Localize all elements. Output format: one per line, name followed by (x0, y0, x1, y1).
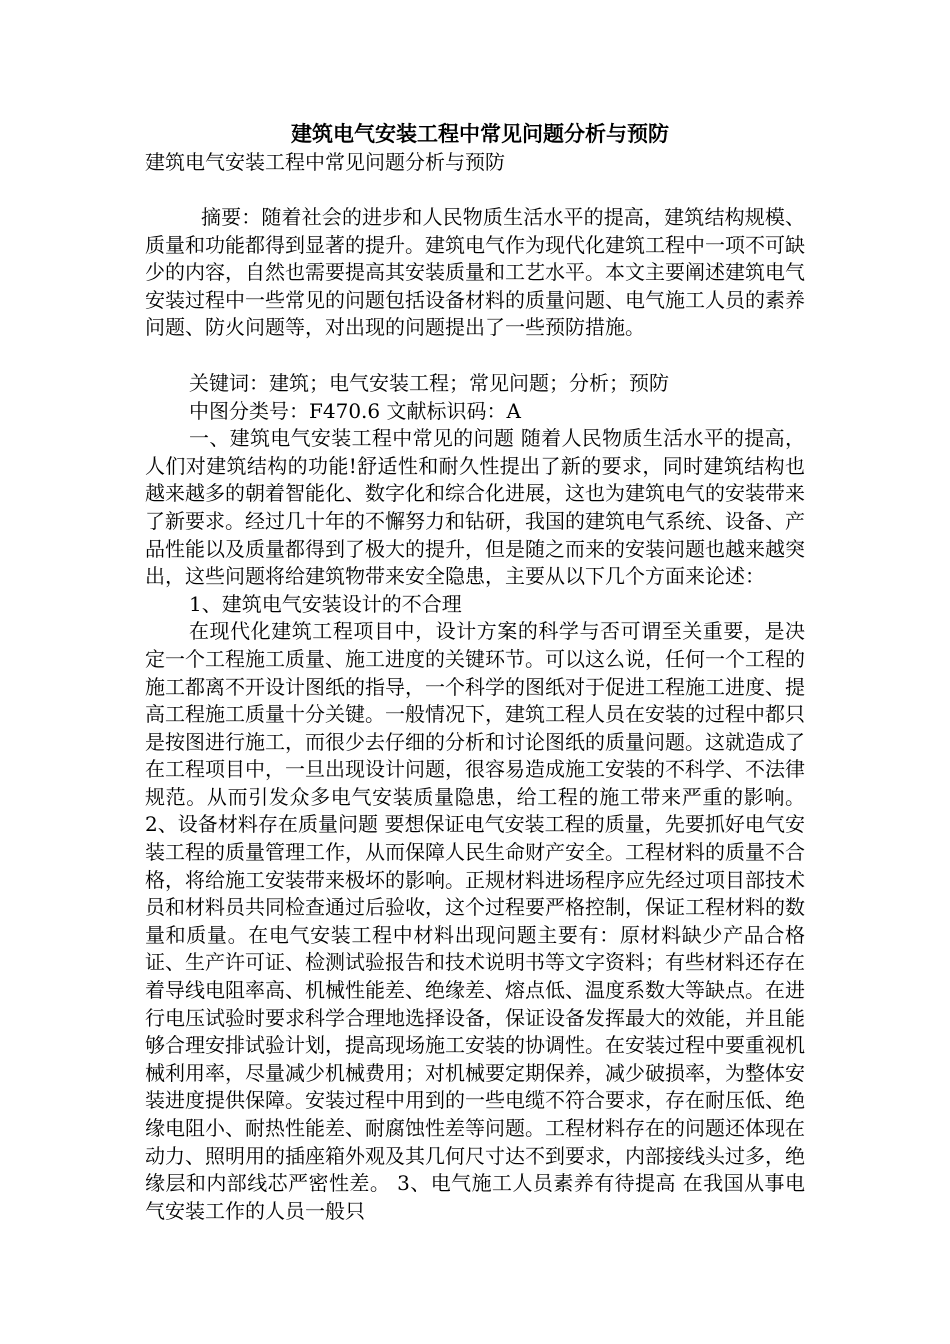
keywords-line: 关键词：建筑；电气安装工程；常见问题；分析；预防 (189, 370, 669, 395)
section-heading: 1、建筑电气安装设计的不合理 (189, 591, 462, 616)
abstract-paragraph: 摘要：随着社会的进步和人民物质生活水平的提高，建筑结构规模、质量和功能都得到显著的提升。建筑电气作为现代化建筑工程中一项不可缺少的内容，自然也需要提高其安装质量和工艺水平。本文主要阐述建筑电气安装过程中一些常见的问题包括设备材料的质量问题、电气施工人员的素养问题、防火问题等，对出现的问题提出了一些预防措施。 (145, 205, 805, 340)
section-one-paragraph: 一、建筑电气安装工程中常见的问题 随着人民物质生活水平的提高，人们对建筑结构的功能!舒适性和耐久性提出了新的要求，同时建筑结构也越来越多的朝着智能化、数字化和综合化进展，这也为建筑电气的安装带来了新要求。经过几十年的不懈努力和钻研，我国的建筑电气系统、设备、产品性能以及质量都得到了极大的提升，但是随之而来的安装问题也越来越突出，这些问题将给建筑物带来安全隐患，主要从以下几个方面来论述： (145, 426, 805, 589)
body-paragraph: 在现代化建筑工程项目中，设计方案的科学与否可谓至关重要，是决定一个工程施工质量、施工进度的关键环节。可以这么说，任何一个工程的施工都离不开设计图纸的指导，一个科学的图纸对于促进工程施工进度、提高工程施工质量十分关键。一般情况下，建筑工程人员在安装的过程中都只是按图进行施工，而很少去仔细的分析和讨论图纸的质量问题。这就造成了在工程项目中，一旦出现设计问题，很容易造成施工安装的不科学、不法律规范。从而引发众多电气安装质量隐患，给工程的施工带来严重的影响。2、设备材料存在质量问题 要想保证电气安装工程的质量，先要抓好电气安装工程的质量管理工作，从而保障人民生命财产安全。工程材料的质量不合格，将给施工安装带来极坏的影响。正规材料进场程序应先经过项目部技术员和材料员共同检查通过后验收，这个过程要严格控制，保证工程材料的数量和质量。在电气安装工程中材料出现问题主要有：原材料缺少产品合格证、生产许可证、检测试验报告和技术说明书等文字资料；有些材料还存在着导线电阻率高、机械性能差、绝缘差、熔点低、温度系数大等缺点。在进行电压试验时要求科学合理地选择设备，保证设备发挥最大的效能，并且能够合理安排试验计划，提高现场施工安装的协调性。在安装过程中要重视机械利用率，尽量减少机械费用；对机械要定期保养，减少破损率，为整体安装进度提供保障。安装过程中用到的一些电缆不符合要求，存在耐压低、绝缘电阻小、耐热性能差、耐腐蚀性差等问题。工程材料存在的问题还体现在动力、照明用的插座箱外观及其几何尺寸达不到要求，内部接线头过多，绝缘层和内部线芯严密性差。 3、电气施工人员素养有待提高 在我国从事电气安装工作的人员一般只 (145, 619, 805, 1223)
document-page (145, 120, 805, 1225)
document-subtitle: 建筑电气安装工程中常见问题分析与预防 (145, 150, 505, 174)
spacer (145, 176, 805, 204)
document-title: 建筑电气安装工程中常见问题分析与预防 (291, 121, 669, 146)
classification-line: 中图分类号：F470.6 文献标识码：A (189, 398, 521, 423)
spacer (145, 342, 805, 370)
